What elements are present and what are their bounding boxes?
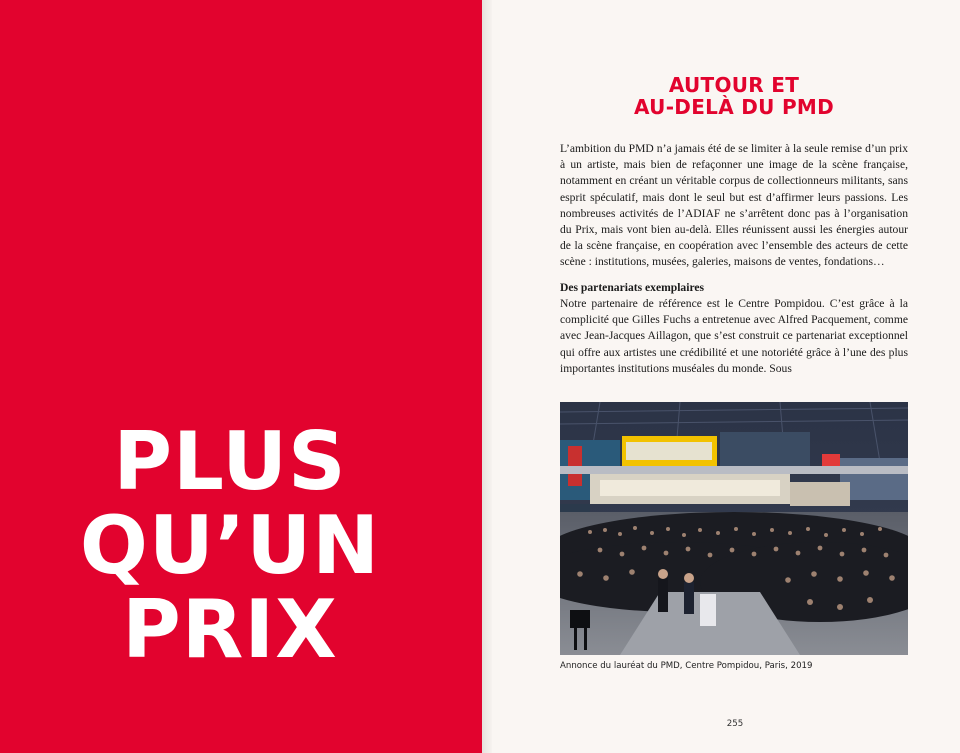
chapter-title bbox=[0, 415, 460, 676]
partnership-paragraph: Notre partenaire de référence est le Centre Pompidou. C’est grâce à la complicité que Gilles Fuchs a entretenue avec Alfred Pacquement, comme avec Jean-Jacques Aillagon, que s’est construit ce partenariat exceptionnel qui offre aux artistes une crédibilité et une notoriété grâce à l’une des plus importantes institutions muséales du monde. Sous bbox=[560, 297, 908, 375]
section-heading-line: AUTOUR ET bbox=[668, 73, 800, 97]
photo-caption: Annonce du lauréat du PMD, Centre Pompidou, Paris, 2019 bbox=[560, 661, 813, 671]
chapter-title-line: PRIX bbox=[122, 583, 338, 676]
page-number: 255 bbox=[726, 719, 744, 729]
intro-paragraph: L’ambition du PMD n’a jamais été de se limiter à la seule remise d’un prix à un artiste, mais bien de refaçonner une image de la scène française, notamment en créant un véritable corpus de collectionneurs militants, sans esprit spéculatif, mais dont le seul but est d’affirmer leurs passions. Les nombreuses activités de l’ADIAF ne s’arrêtent donc pas à l’organisation du Prix, mais vont bien au-delà. Elles réunissent aussi les énergies autour de la scène française, en coopération avec l’ensemble des acteurs de cette scène : institutions, musées, galeries, maisons de ventes, fondations… bbox=[560, 142, 908, 269]
subheading: Des partenariats exemplaires bbox=[560, 281, 705, 294]
page-gutter bbox=[482, 0, 492, 753]
chapter-title-line: QU’UN bbox=[79, 499, 381, 592]
chapter-title-line: PLUS bbox=[113, 415, 347, 508]
section-heading bbox=[560, 74, 908, 118]
section-heading-line: AU-DELÀ DU PMD bbox=[633, 95, 835, 119]
event-photo bbox=[560, 402, 908, 655]
